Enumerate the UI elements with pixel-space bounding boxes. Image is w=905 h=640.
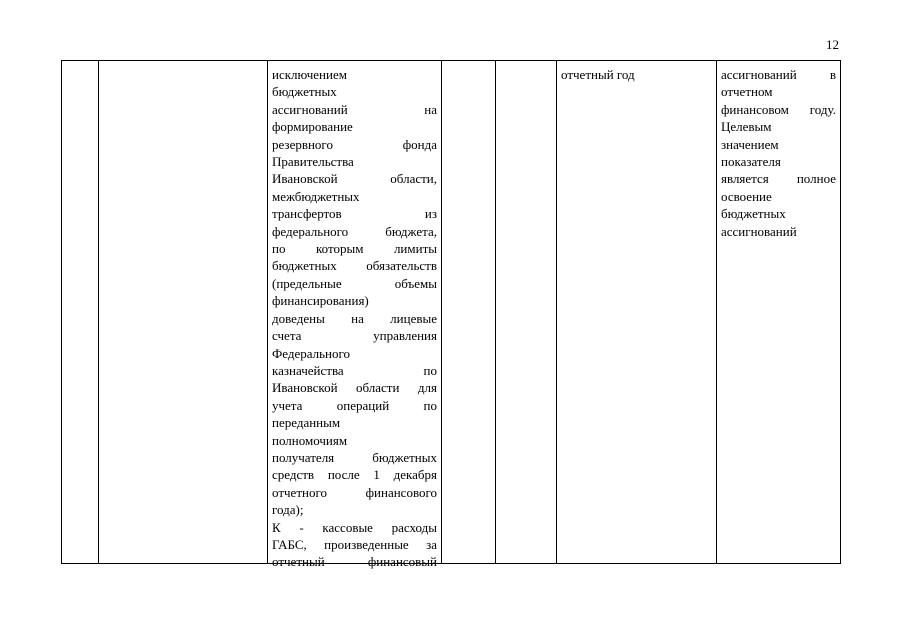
- text-line: переданным: [272, 415, 341, 431]
- text-line: отчетном: [721, 84, 773, 100]
- cell-target-value: [721, 66, 836, 240]
- text-line: доведены на лицевые: [272, 310, 437, 326]
- column-divider-4: [495, 61, 496, 563]
- text-line: формирование: [272, 119, 353, 135]
- text-line: ассигнований на: [272, 101, 437, 117]
- text-line: учета операций по: [272, 397, 437, 413]
- text-line: бюджетных: [272, 84, 337, 100]
- text-line: отчетный финансовый: [272, 554, 437, 570]
- text-line: отчетного финансового: [272, 484, 437, 500]
- page-number: 12: [826, 37, 839, 52]
- text-line: бюджетных: [721, 206, 786, 222]
- text-line: финансовом году.: [721, 101, 836, 117]
- text-line: ассигнований: [721, 223, 797, 239]
- text-line: (предельные объемы: [272, 275, 437, 291]
- text-line: резервного фонда: [272, 136, 437, 152]
- text-line: по которым лимиты: [272, 241, 437, 257]
- text-line: К - кассовые расходы: [272, 519, 437, 535]
- text-line: является полное: [721, 171, 836, 187]
- text-line: ассигнований в: [721, 67, 836, 82]
- text-line: исключением: [272, 67, 347, 82]
- text-line: казначейства по: [272, 362, 437, 378]
- text-line: значением: [721, 136, 779, 152]
- column-divider-6: [716, 61, 717, 563]
- text-line: показателя: [721, 154, 781, 170]
- column-divider-1: [98, 61, 99, 563]
- text-line: средств после 1 декабря: [272, 467, 437, 483]
- text-line: Ивановской области,: [272, 171, 437, 187]
- text-line: трансфертов из: [272, 206, 437, 222]
- text-line: полномочиям: [272, 432, 348, 448]
- text-line: освоение: [721, 188, 772, 204]
- column-divider-5: [556, 61, 557, 563]
- text-line: ГАБС, произведенные за: [272, 536, 437, 552]
- text-line: года);: [272, 502, 304, 518]
- text-line: счета управления: [272, 328, 437, 344]
- text-line: получателя бюджетных: [272, 449, 437, 465]
- text-line: Федерального: [272, 345, 351, 361]
- text-line: Правительства: [272, 154, 354, 170]
- data-table: [61, 60, 841, 570]
- cell-formula-description: [272, 66, 437, 571]
- column-divider-2: [267, 61, 268, 563]
- cell-period: [561, 66, 711, 83]
- column-divider-3: [441, 61, 442, 563]
- text-line: Ивановской области для: [272, 380, 437, 396]
- text-line: федерального бюджета,: [272, 223, 437, 239]
- text-line: бюджетных обязательств: [272, 258, 437, 274]
- text-line: отчетный год: [561, 67, 635, 82]
- text-line: Целевым: [721, 119, 772, 135]
- text-line: межбюджетных: [272, 188, 360, 204]
- text-line: финансирования): [272, 293, 369, 309]
